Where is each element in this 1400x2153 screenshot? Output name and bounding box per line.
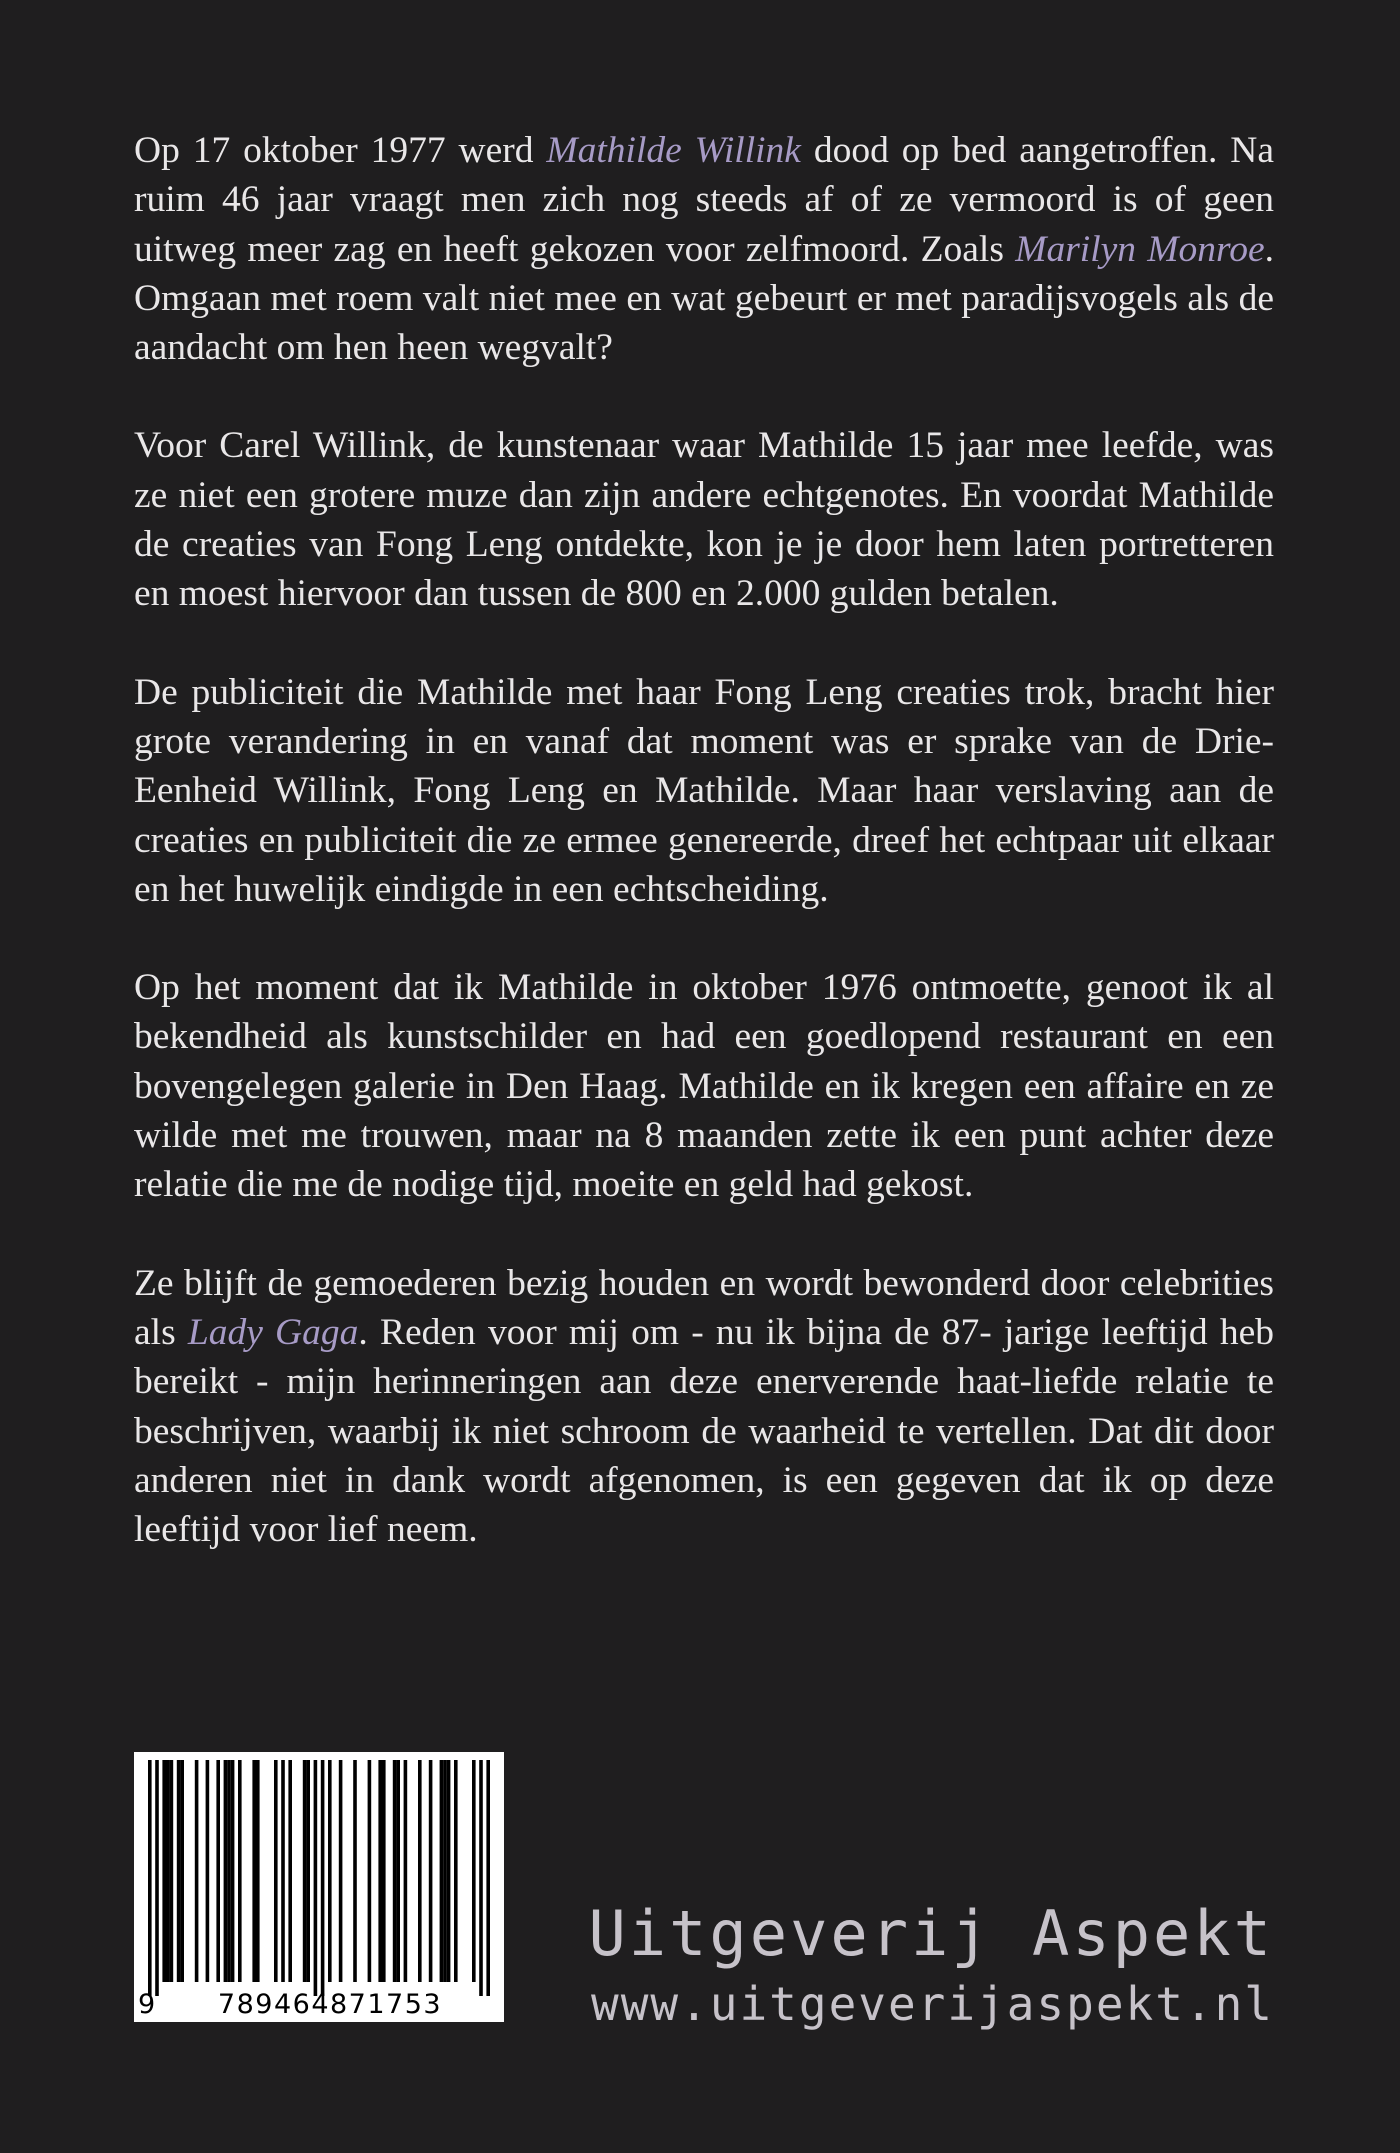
highlighted-name: Mathilde Willink [546, 130, 801, 171]
barcode-bar [195, 1760, 199, 1982]
highlighted-name: Marilyn Monroe [1015, 228, 1265, 270]
paragraph-2 [134, 421, 1274, 618]
barcode-bar [404, 1760, 408, 1982]
text-segment: . Reden voor mij om - nu ik bijna de 87- jarige leeftijd heb bereikt - mijn herinneringen aan deze enerverende haat-liefde relatie te beschrijven, waarbij ik niet schroom de waarheid te vertellen. Dat dit door anderen niet in dank wordt afgenomen, is een gegeven dat ik op deze leeftijd voor lief neem. [134, 1311, 1274, 1551]
barcode-bar [321, 1760, 325, 1996]
barcode-bar [180, 1760, 184, 1982]
isbn-barcode [134, 1752, 504, 2022]
publisher-url: www.uitgeverijaspekt.nl [591, 1977, 1274, 2031]
barcode-bar [177, 1760, 181, 1982]
text-segment: Op het moment dat ik Mathilde in oktober 1976 ontmoette, genoot ik al bekendheid als kunstschilder en had een goedlopend restaurant en een bovengelegen galerie in Den Haag. Mathilde en ik kregen een affaire en ze wilde met me trouwen, maar na 8 maanden zette ik een punt achter deze relatie die me de nodige tijd, moeite en geld had gekost. [134, 967, 1274, 1206]
back-cover-text [134, 126, 1274, 1603]
text-segment: Ze blijft de gemoederen bezig houden en wordt bewonderd door celebrities als [134, 1262, 1274, 1353]
barcode-bar [378, 1760, 382, 1982]
barcode-bars [134, 1752, 504, 2022]
publisher-block [588, 1898, 1274, 2032]
barcode-bar [303, 1760, 307, 1982]
text-segment: Voor Carel Willink, de kunstenaar waar Mathilde 15 jaar mee leefde, was ze niet een grotere muze dan zijn andere echtgenotes. En voordat Mathilde de creaties van Fong Leng ontdekte, kon je je door hem laten portretteren en moest hiervoor dan tussen de 800 en 2.000 gulden betalen. [134, 425, 1274, 615]
paragraph-3 [134, 668, 1274, 914]
barcode-bar [486, 1760, 490, 1996]
barcode-bar [328, 1760, 332, 1982]
barcode-bar [166, 1760, 170, 1982]
barcode-bar [314, 1760, 318, 1996]
barcode-bar [339, 1760, 343, 1982]
barcode-bar [368, 1760, 372, 1982]
barcode-bar [429, 1760, 433, 1982]
barcode-bar [238, 1760, 242, 1982]
barcode-bar [396, 1760, 400, 1982]
barcode-bar [418, 1760, 422, 1982]
barcode-bar [224, 1760, 228, 1982]
barcode-bar [252, 1760, 256, 1982]
barcode-bar [155, 1760, 159, 1996]
barcode-bar [306, 1760, 310, 1982]
barcode-bar [162, 1760, 166, 1982]
paragraph-4 [134, 963, 1274, 1209]
barcode-bar [382, 1760, 386, 1982]
barcode-bar [281, 1760, 285, 1982]
text-segment: Op 17 oktober 1977 werd [134, 130, 547, 171]
barcode-bar [443, 1760, 447, 1982]
barcode-bar [288, 1760, 292, 1982]
barcode-bar [227, 1760, 231, 1982]
barcode-bar [447, 1760, 451, 1982]
barcode-bar [148, 1760, 152, 1996]
barcode-bar [393, 1760, 397, 1982]
isbn-digits: 789464871753 [217, 1989, 443, 2020]
barcode-bar [206, 1760, 210, 1982]
barcode-bar [440, 1760, 444, 1982]
isbn-number [134, 1990, 504, 2020]
isbn-first-digit: 9 [138, 1989, 156, 2020]
barcode-bar [216, 1760, 220, 1982]
barcode-bar [479, 1760, 483, 1996]
paragraph-1 [134, 126, 1274, 372]
barcode-bar [170, 1760, 174, 1982]
highlighted-name: Lady Gaga [187, 1311, 359, 1353]
barcode-bar [353, 1760, 357, 1982]
paragraph-5 [134, 1259, 1274, 1555]
barcode-bar [472, 1760, 476, 1982]
barcode-bar [274, 1760, 278, 1982]
barcode-bar [231, 1760, 235, 1982]
publisher-name: Uitgeverij Aspekt [588, 1897, 1274, 1970]
text-segment: dood op bed aangetroffen. Na ruim 46 jaar vraagt men zich nog steeds af of ze vermoord is of geen uitweg meer zag en heeft gekozen voor zelfmoord. Zoals [134, 130, 1274, 270]
barcode-bar [454, 1760, 458, 1982]
barcode-bar [256, 1760, 260, 1982]
text-segment: . Omgaan met roem valt niet mee en wat gebeurt er met paradijsvogels als de aandacht om hen heen wegvalt? [134, 228, 1274, 369]
text-segment: De publiciteit die Mathilde met haar Fong Leng creaties trok, bracht hier grote verandering in en vanaf dat moment was er sprake van de Drie-Eenheid Willink, Fong Leng en Mathilde. Maar haar verslaving aan de creaties en publiciteit die ze ermee genereerde, dreef het echtpaar uit elkaar en het huwelijk eindigde in een echtscheiding. [134, 671, 1274, 910]
